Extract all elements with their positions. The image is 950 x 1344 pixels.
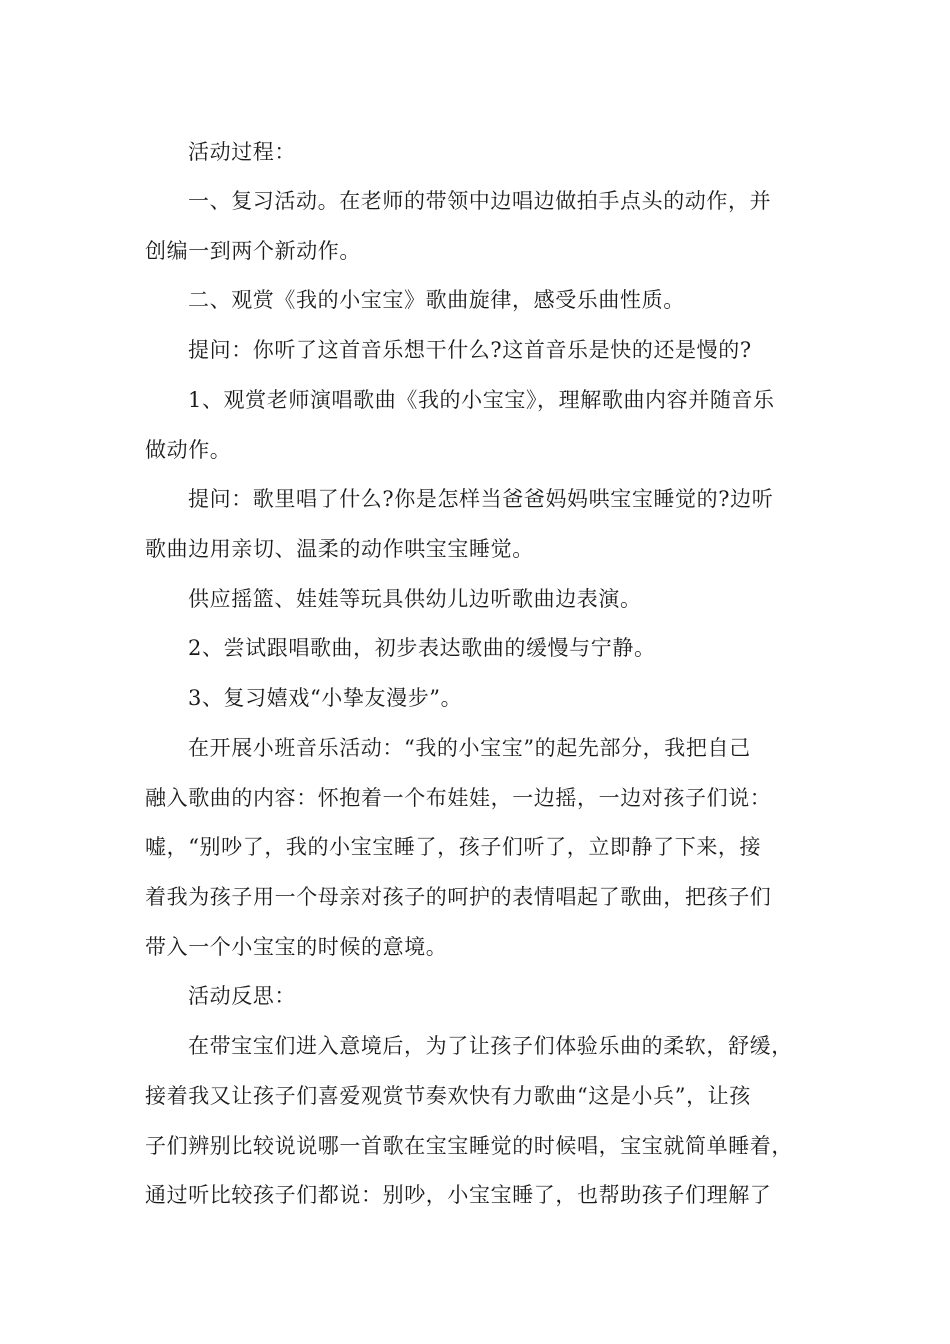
paragraph-line: 提问：歌里唱了什么?你是怎样当爸爸妈妈哄宝宝睡觉的?边听 (188, 487, 774, 511)
paragraph-line: 二、观赏《我的小宝宝》歌曲旋律，感受乐曲性质。 (188, 288, 685, 312)
paragraph-line: 3、复习嬉戏“小挚友漫步”。 (188, 686, 463, 710)
heading-activity-reflection: 活动反思： (188, 984, 296, 1008)
paragraph-line: 1、观赏老师演唱歌曲《我的小宝宝》，理解歌曲内容并随音乐 (188, 388, 775, 412)
paragraph-line: 一、复习活动。在老师的带领中边唱边做拍手点头的动作，并 (188, 189, 772, 213)
paragraph-line: 着我为孩子用一个母亲对孩子的呵护的表情唱起了歌曲，把孩子们 (145, 885, 772, 909)
paragraph-line: 带入一个小宝宝的时候的意境。 (145, 935, 448, 959)
paragraph-line: 提问：你听了这首音乐想干什么?这首音乐是快的还是慢的? (188, 338, 752, 362)
paragraph-line: 嘘，“别吵了，我的小宝宝睡了，孩子们听了，立即静了下来，接 (145, 835, 762, 859)
paragraph-line: 接着我又让孩子们喜爱观赏节奏欢快有力歌曲“这是小兵”，让孩 (145, 1084, 751, 1108)
paragraph-line: 创编一到两个新动作。 (145, 239, 361, 263)
paragraph-line: 2、尝试跟唱歌曲，初步表达歌曲的缓慢与宁静。 (188, 636, 656, 660)
paragraph-line: 供应摇篮、娃娃等玩具供幼儿边听歌曲边表演。 (188, 587, 642, 611)
paragraph-line: 通过听比较孩子们都说：别吵，小宝宝睡了，也帮助孩子们理解了 (145, 1183, 772, 1207)
heading-activity-process: 活动过程： (188, 140, 296, 164)
paragraph-line: 在开展小班音乐活动：“我的小宝宝”的起先部分，我把自己 (188, 736, 751, 760)
paragraph-line: 融入歌曲的内容：怀抱着一个布娃娃，一边摇，一边对孩子们说： (145, 786, 772, 810)
paragraph-line: 在带宝宝们进入意境后，为了让孩子们体验乐曲的柔软，舒缓， (188, 1034, 793, 1058)
paragraph-line: 做动作。 (145, 438, 232, 462)
paragraph-line: 歌曲边用亲切、温柔的动作哄宝宝睡觉。 (145, 537, 534, 561)
paragraph-line: 子们辨别比较说说哪一首歌在宝宝睡觉的时候唱，宝宝就简单睡着， (145, 1134, 793, 1158)
